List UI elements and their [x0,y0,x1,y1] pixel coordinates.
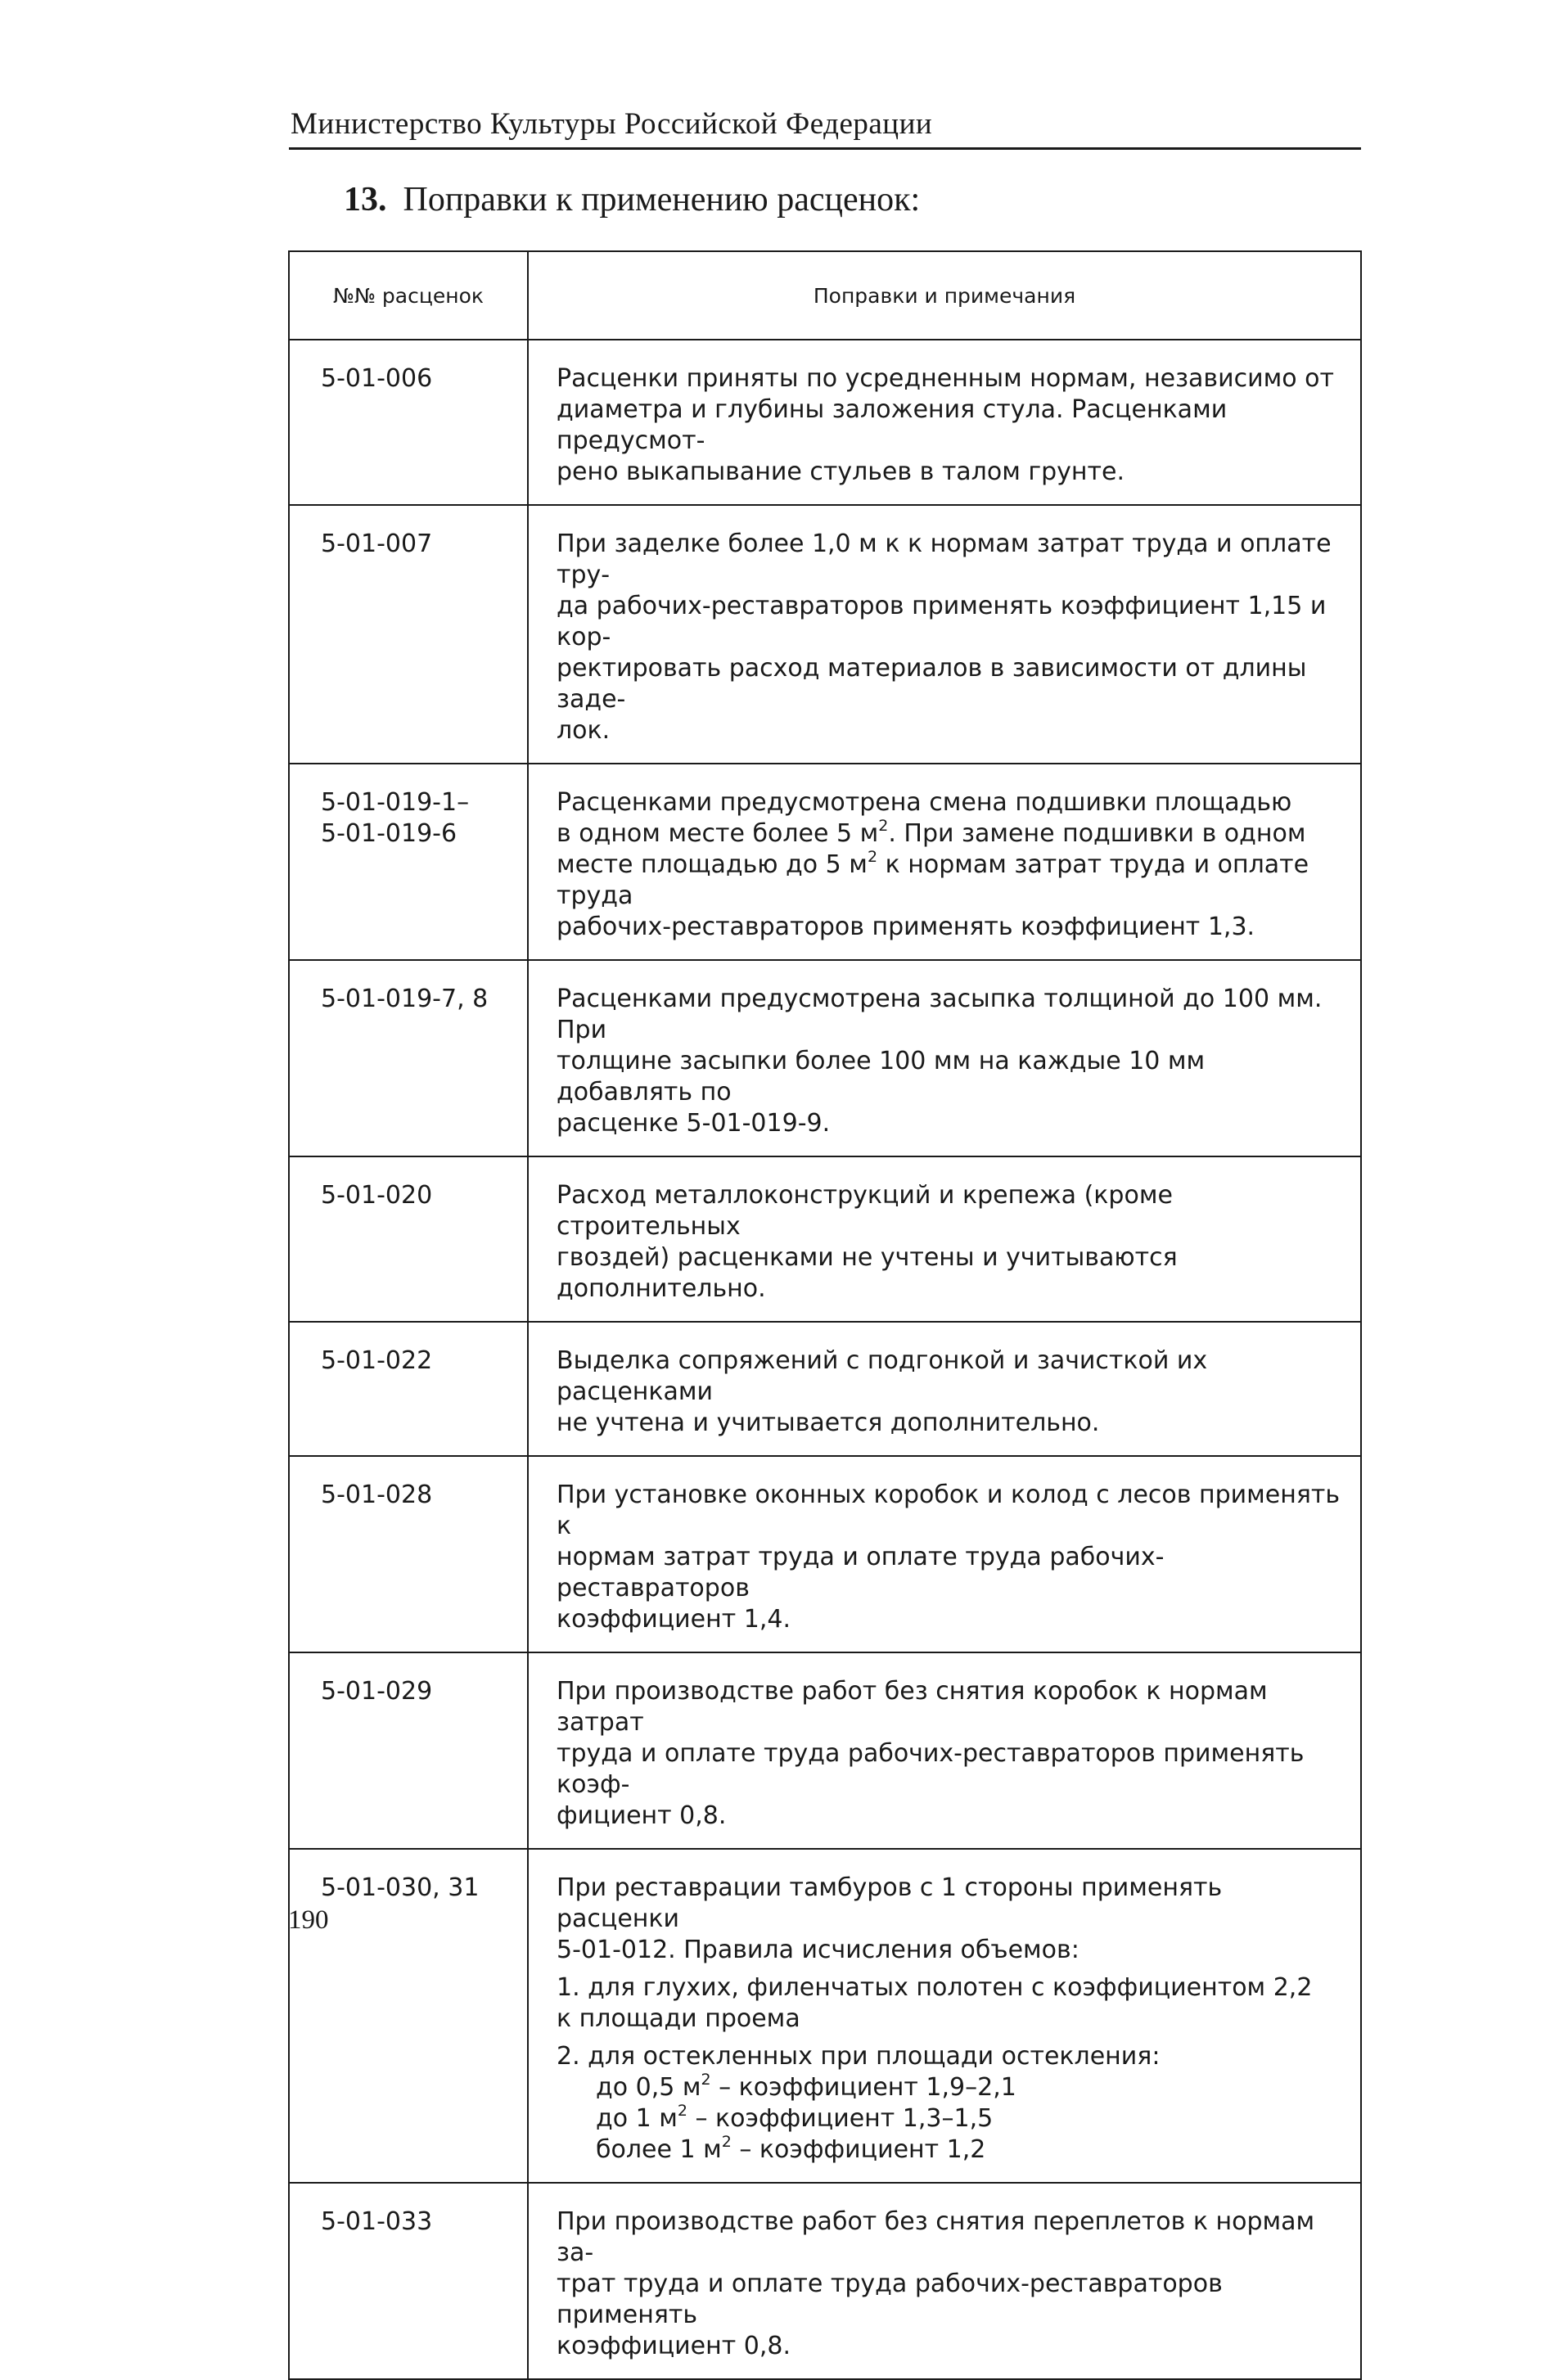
superscript: 2 [878,817,889,835]
note-line: труда и оплате труда рабочих-реставраторов применять коэф- [557,1739,1305,1799]
rate-code: 5-01-033 [289,2183,528,2379]
list-item [557,1972,1341,2035]
note-line: фициент 0,8. [557,1801,727,1830]
note-line: Выделка сопряжений с подгонкой и зачисткой их расценками [557,1346,1208,1406]
note-line: При производстве работ без снятия переплетов к нормам за- [557,2207,1315,2267]
column-header-notes: Поправки и примечания [528,251,1361,340]
column-header-codes: №№ расценок [289,251,528,340]
note-line: да рабочих-реставраторов применять коэффициент 1,15 и кор- [557,592,1327,651]
table-header-row [289,251,1361,340]
note-line: в одном месте более 5 $м^2$. При замене подшивки в одном [557,817,1306,848]
rate-code: 5-01-019-7, 8 [289,960,528,1156]
note-line: трат труда и оплате труда рабочих-реставраторов применять [557,2270,1223,2329]
note-line: При установке оконных коробок и колод с лесов применять к [557,1481,1341,1540]
note-line: При производстве работ без снятия коробок к нормам затрат [557,1677,1268,1737]
note-line: месте площадью до 5 $м^2$ к нормам затрат труда и оплате труда [557,848,1309,910]
note-line: ректировать расход материалов в зависимости от длины заде- [557,654,1307,714]
sub-item: до 1 $м^2$ – коэффициент 1,3–1,5 [596,2102,994,2133]
superscript: 2 [867,848,878,866]
header-rule [289,147,1361,150]
table-row [289,1156,1361,1322]
table-row [289,1652,1361,1849]
rate-code: 5-01-022 [289,1322,528,1456]
note-line: гвоздей) расценками не учтены и учитываются дополнительно. [557,1243,1178,1303]
rate-note [528,960,1361,1156]
table-row [289,505,1361,764]
sub-item: до 0,5 $м^2$ – коэффициент 1,9–2,1 [596,2071,1016,2102]
note-line: 5-01-012. Правила исчисления объемов: [557,1936,1079,1964]
note-line: лок. [557,716,611,745]
table-row [289,764,1361,960]
note-line: Расценками предусмотрена смена подшивки площадью [557,788,1292,817]
note-line: Расценки приняты по усредненным нормам, независимо от [557,364,1334,393]
note-line: рабочих-реставраторов применять коэффициент 1,3. [557,913,1255,941]
table-row [289,2183,1361,2379]
rate-code: 5-01-007 [289,505,528,764]
superscript: 2 [677,2102,687,2120]
rate-code: 5-01-006 [289,340,528,505]
rate-note [528,1652,1361,1849]
note-line: к площади проема [557,2004,800,2033]
note-line: коэффициент 0,8. [557,2332,791,2360]
rate-note [528,1849,1361,2183]
table-row [289,340,1361,505]
running-header: Министерство Культуры Российской Федерации [291,107,933,141]
note-line: При заделке более 1,0 м к к нормам затрат труда и оплате тру- [557,530,1332,589]
superscript: 2 [721,2133,732,2151]
note-line: Расход металлоконструкций и крепежа (кроме строительных [557,1181,1173,1241]
rate-code: 5-01-028 [289,1456,528,1652]
rate-code [289,764,528,960]
superscript: 2 [701,2071,711,2089]
rate-note [528,1456,1361,1652]
rate-code-line: 5-01-019-1– [321,788,470,817]
note-line: рено выкапывание стульев в талом грунте. [557,458,1125,486]
section-title-text: Поправки к применению расценок: [403,181,921,219]
rate-note [528,2183,1361,2379]
section-number: 13. [344,181,387,219]
rate-code: 5-01-030, 31 [289,1849,528,2183]
note-line: толщине засыпки более 100 мм на каждые 10 мм добавлять по [557,1047,1206,1107]
rate-code: 5-01-020 [289,1156,528,1322]
rate-code-line: 5-01-019-6 [321,819,457,848]
table-row [289,960,1361,1156]
rate-note [528,1322,1361,1456]
note-line: 2. для остекленных при площади остекления: [557,2042,1161,2071]
rate-code: 5-01-029 [289,1652,528,1849]
sub-item: более 1 $м^2$ – коэффициент 1,2 [596,2133,986,2164]
note-line: 1. для глухих, филенчатых полотен с коэффициентом 2,2 [557,1973,1313,2002]
table-row [289,1456,1361,1652]
note-line: расценке 5-01-019-9. [557,1109,831,1138]
note-line: При реставрации тамбуров с 1 стороны применять расценки [557,1873,1223,1933]
note-line: коэффициент 1,4. [557,1605,791,1634]
table-row [289,1849,1361,2183]
list-item [557,2041,1341,2166]
page-number: 190 [288,1905,329,1935]
section-title [344,180,920,219]
amendments-table [288,250,1362,2380]
rate-note [528,764,1361,960]
rate-note [528,340,1361,505]
note-line: Расценками предусмотрена засыпка толщиной до 100 мм. При [557,985,1323,1044]
note-line: диаметра и глубины заложения стула. Расценками предусмот- [557,395,1228,455]
rate-note [528,505,1361,764]
rate-note [528,1156,1361,1322]
note-line: нормам затрат труда и оплате труда рабочих-реставраторов [557,1543,1165,1602]
table-row [289,1322,1361,1456]
note-line: не учтена и учитывается дополнительно. [557,1409,1100,1437]
